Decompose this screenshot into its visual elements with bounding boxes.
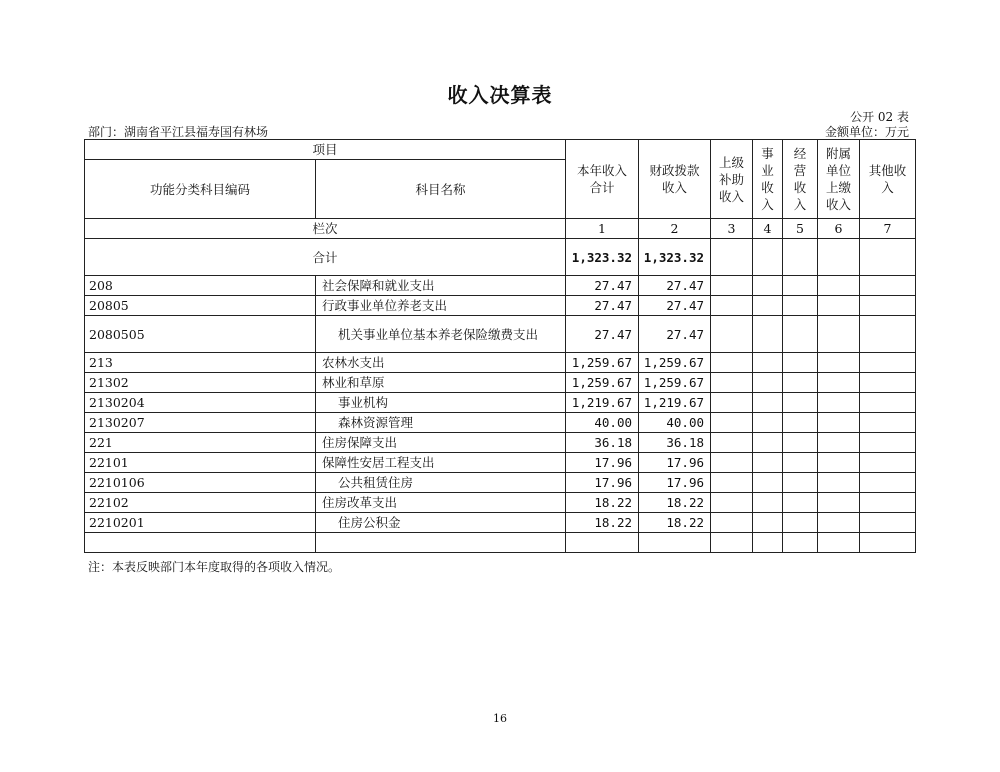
sum-row — [85, 239, 916, 276]
row-fiscal: 1,259.67 — [639, 373, 711, 393]
row-code: 208 — [85, 276, 316, 296]
row-total: 17.96 — [566, 473, 639, 493]
row-fiscal: 17.96 — [639, 453, 711, 473]
col-num: 3 — [711, 219, 753, 239]
row-name: 林业和草原 — [316, 373, 566, 393]
header-fiscal — [639, 140, 711, 219]
row-code: 213 — [85, 353, 316, 373]
header-business-text: 事业收入 — [761, 146, 774, 212]
table-row — [85, 413, 916, 433]
row-name: 住房改革支出 — [316, 493, 566, 513]
page-title: 收入决算表 — [447, 83, 553, 107]
row-fiscal: 40.00 — [639, 413, 711, 433]
sum-fiscal: 1,323.32 — [639, 239, 711, 276]
table-row — [85, 316, 916, 353]
table-row — [85, 276, 916, 296]
row-name: 事业机构 — [316, 393, 566, 413]
row-name: 森林资源管理 — [316, 413, 566, 433]
header-total — [566, 140, 639, 219]
row-fiscal: 18.22 — [639, 493, 711, 513]
row-code: 22102 — [85, 493, 316, 513]
table-note: 注：本表反映部门本年度取得的各项收入情况。 — [88, 560, 341, 574]
table-row — [85, 473, 916, 493]
row-total: 18.22 — [566, 493, 639, 513]
table-row — [85, 373, 916, 393]
header-operation — [783, 140, 818, 219]
row-total: 27.47 — [566, 316, 639, 353]
header-name: 科目名称 — [316, 160, 566, 219]
header-affiliated — [818, 140, 860, 219]
row-total: 1,259.67 — [566, 373, 639, 393]
empty-row — [85, 533, 916, 553]
row-code: 22101 — [85, 453, 316, 473]
row-total: 36.18 — [566, 433, 639, 453]
row-name: 社会保障和就业支出 — [316, 276, 566, 296]
table-row — [85, 353, 916, 373]
col-num: 7 — [860, 219, 916, 239]
row-code: 2210106 — [85, 473, 316, 493]
sum-total: 1,323.32 — [566, 239, 639, 276]
header-code: 功能分类科目编码 — [85, 160, 316, 219]
sum-label: 合计 — [85, 239, 566, 276]
header-operation-text: 经营收入 — [793, 146, 807, 212]
header-other — [860, 140, 916, 219]
row-name: 住房保障支出 — [316, 433, 566, 453]
row-name: 行政事业单位养老支出 — [316, 296, 566, 316]
row-code: 2130204 — [85, 393, 316, 413]
row-code: 21302 — [85, 373, 316, 393]
header-affiliated-text: 附属单位上缴收入 — [826, 146, 852, 212]
row-fiscal: 1,259.67 — [639, 353, 711, 373]
header-business — [753, 140, 783, 219]
header-project: 项目 — [85, 140, 566, 160]
row-total: 18.22 — [566, 513, 639, 533]
row-fiscal: 18.22 — [639, 513, 711, 533]
form-number: 公开 02 表 — [850, 110, 909, 124]
row-fiscal: 36.18 — [639, 433, 711, 453]
amount-unit-label: 金额单位：万元 — [824, 125, 909, 139]
row-code: 2210201 — [85, 513, 316, 533]
row-total: 1,259.67 — [566, 353, 639, 373]
row-fiscal: 1,219.67 — [639, 393, 711, 413]
row-fiscal: 27.47 — [639, 276, 711, 296]
col-num: 4 — [753, 219, 783, 239]
row-code: 20805 — [85, 296, 316, 316]
row-fiscal: 17.96 — [639, 473, 711, 493]
income-table — [84, 139, 916, 553]
row-total: 27.47 — [566, 276, 639, 296]
page-number: 16 — [493, 712, 507, 725]
col-num: 5 — [783, 219, 818, 239]
department-label: 部门：湖南省平江县福寿国有林场 — [88, 125, 269, 139]
row-name: 公共租赁住房 — [316, 473, 566, 493]
col-num: 2 — [639, 219, 711, 239]
row-code: 221 — [85, 433, 316, 453]
row-name: 农林水支出 — [316, 353, 566, 373]
header-column-index: 栏次 — [85, 219, 566, 239]
header-upper-text: 上级补助收入 — [719, 154, 745, 204]
row-code: 2080505 — [85, 316, 316, 353]
table-row — [85, 513, 916, 533]
header-other-text: 其他收入 — [868, 163, 907, 195]
row-name: 机关事业单位基本养老保险缴费支出 — [316, 316, 566, 353]
table-row — [85, 393, 916, 413]
row-fiscal: 27.47 — [639, 296, 711, 316]
table-row — [85, 296, 916, 316]
row-total: 17.96 — [566, 453, 639, 473]
row-name: 保障性安居工程支出 — [316, 453, 566, 473]
table-row — [85, 453, 916, 473]
row-code: 2130207 — [85, 413, 316, 433]
table-row — [85, 493, 916, 513]
row-total: 40.00 — [566, 413, 639, 433]
table-row — [85, 433, 916, 453]
row-fiscal: 27.47 — [639, 316, 711, 353]
row-total: 27.47 — [566, 296, 639, 316]
header-total-text: 本年收入合计 — [577, 163, 628, 195]
row-total: 1,219.67 — [566, 393, 639, 413]
col-num: 6 — [818, 219, 860, 239]
col-num: 1 — [566, 219, 639, 239]
row-name: 住房公积金 — [316, 513, 566, 533]
header-fiscal-text: 财政拨款收入 — [649, 163, 700, 195]
header-upper — [711, 140, 753, 219]
